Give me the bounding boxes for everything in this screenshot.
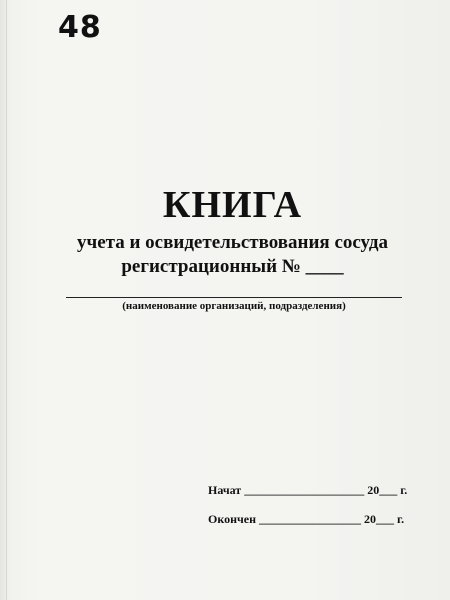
page-number: 48 (58, 10, 102, 45)
organization-name-line (66, 297, 402, 298)
book-title: КНИГА (162, 184, 303, 226)
end-date-row: Окончен _________________ 20___ г. (208, 512, 405, 526)
page-edge (6, 0, 7, 600)
subtitle-line-1: учета и освидетельствования сосуда (77, 232, 388, 253)
organization-caption: (наименование организаций, подразделения) (122, 300, 346, 312)
subtitle-line-2: регистрационный № ____ (121, 256, 344, 277)
start-date-row: Начат ____________________ 20___ г. (208, 483, 408, 497)
